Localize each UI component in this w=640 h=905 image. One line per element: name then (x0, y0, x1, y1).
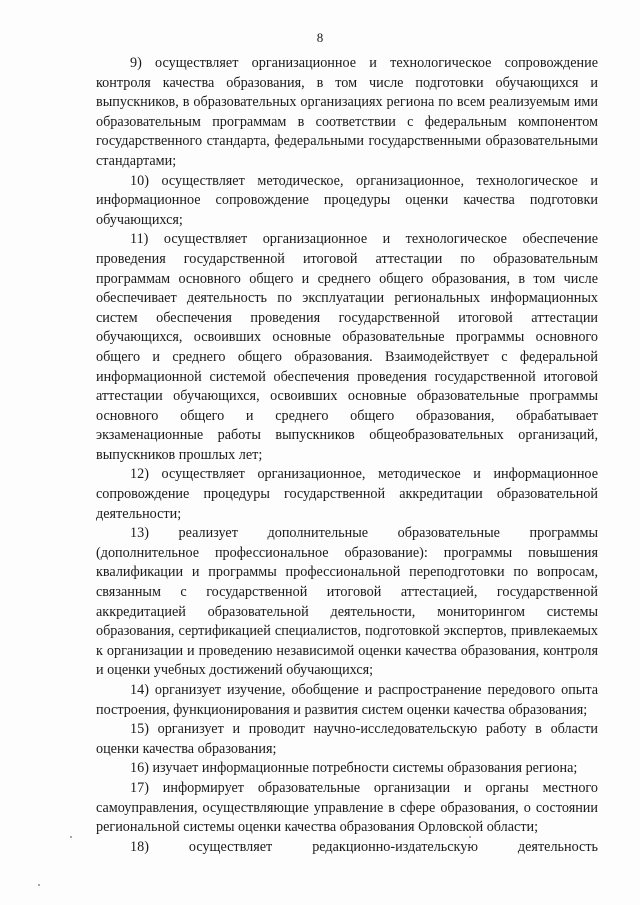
page-number: 8 (316, 30, 324, 45)
list-item-15: 15) организует и проводит научно-исследовательскую работу в области оценки качества образования; (96, 721, 598, 757)
list-item-18: 18) осуществляет редакционно-издательскую деятельность (130, 838, 598, 855)
list-item-14: 14) организует изучение, обобщение и распространение передового опыта построения, функционирования и развития систем оценки качества образования; (96, 682, 598, 718)
scan-speck (38, 884, 40, 886)
list-item-9: 9) осуществляет организационное и технологическое сопровождение контроля качества образования, в том числе подготовки обучающихся и выпускников, в образовательных организациях региона по всем реализуемым ими образовательным программам в соответствии с федеральным компонентом государственного стандарта, федеральными государственными образовательными стандартами; (96, 55, 598, 169)
list-item-11: 11) осуществляет организационное и технологическое обеспечение проведения государственной итоговой аттестации по образовательным программам основного общего и среднего общего образования, в том числе обеспечивает деятельность по эксплуатации региональных информационных систем обеспечения проведения государственной итоговой аттестации обучающихся, освоивших основные образовательные программы основного общего и среднего общего образования. Взаимодействует с федеральной информационной системой обеспечения проведения государственной итоговой аттестации обучающихся, освоивших основные образовательные программы основного общего и среднего общего образования, обрабатывает экзаменационные работы выпускников общеобразовательных организаций, выпускников прошлых лет; (96, 231, 598, 463)
scan-speck (469, 836, 471, 838)
list-item-12: 12) осуществляет организационное, методическое и информационное сопровождение процедуры государственной аккредитации образовательной деятельности; (96, 466, 598, 522)
scan-speck (70, 836, 72, 838)
document-body (96, 54, 598, 857)
list-item-16: 16) изучает информационные потребности системы образования региона; (130, 760, 578, 777)
list-item-10: 10) осуществляет методическое, организационное, технологическое и информационное сопровождение процедуры оценки качества подготовки обучающихся; (96, 172, 598, 228)
list-item-17: 17) информирует образовательные организации и органы местного самоуправления, осуществляющие управление в сфере образования, о состоянии региональной системы оценки качества образования Орловской области; (96, 779, 598, 836)
list-item-13: 13) реализует дополнительные образовательные программы (дополнительное профессиональное образование): программы повышения квалификации и программы профессиональной переподготовки по вопросам, связанным с государственной итоговой аттестацией, государственной аккредитацией образовательной деятельности, мониторингом системы образования, сертификацией специалистов, подготовкой экспертов, привлекаемых к организации и проведению независимой оценки качества образования, контроля и оценки учебных достижений обучающихся; (96, 525, 598, 679)
